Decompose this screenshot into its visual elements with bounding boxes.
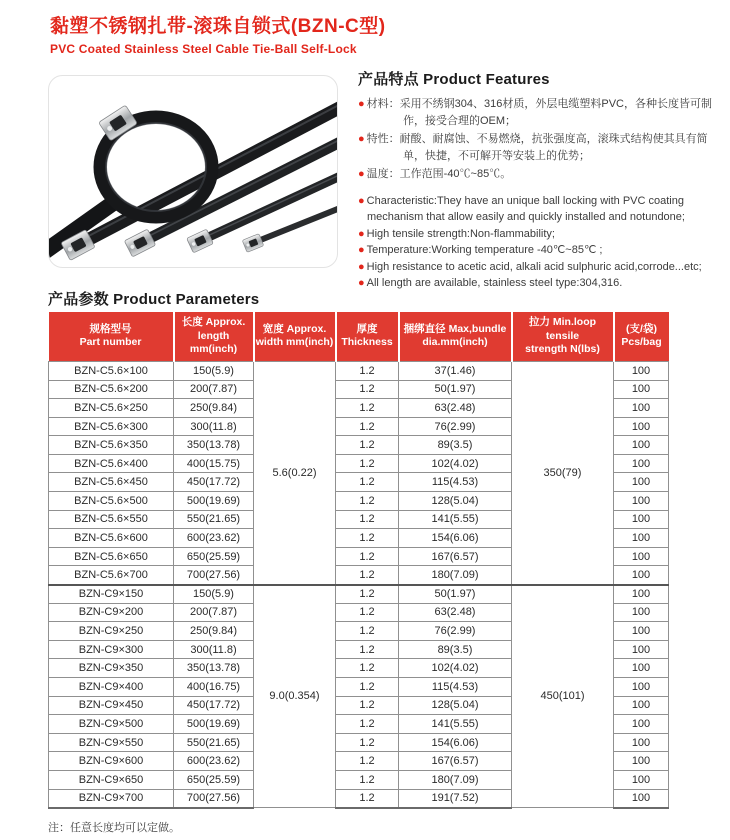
thickness-cell: 1.2	[336, 510, 399, 529]
pcs-cell: 100	[614, 436, 669, 455]
features-list-en	[358, 193, 724, 292]
bundle-dia-cell: 102(4.02)	[399, 659, 512, 678]
length-cell: 350(13.78)	[174, 436, 254, 455]
part-number-cell: BZN-C5.6×250	[49, 399, 174, 418]
page-header	[50, 16, 386, 56]
thickness-cell: 1.2	[336, 399, 399, 418]
cable-ties-illustration	[48, 75, 338, 268]
thickness-cell: 1.2	[336, 622, 399, 641]
bundle-dia-cell: 50(1.97)	[399, 380, 512, 399]
thickness-cell: 1.2	[336, 361, 399, 380]
custom-length-note: 注：任意长度均可以定做。	[48, 822, 180, 834]
part-number-cell: BZN-C5.6×450	[49, 473, 174, 492]
bullet-icon: ●	[358, 244, 365, 256]
length-cell: 600(23.62)	[174, 752, 254, 771]
bundle-dia-cell: 50(1.97)	[399, 585, 512, 604]
parameters-table-body	[49, 361, 669, 807]
length-cell: 200(7.87)	[174, 380, 254, 399]
part-number-cell: BZN-C5.6×550	[49, 510, 174, 529]
feature-text: 采用不绣钢304、316材质，外层电缆塑料PVC，各种长度皆可制作，接受合理的OEM；	[399, 98, 712, 127]
part-number-cell: BZN-C9×300	[49, 640, 174, 659]
bundle-dia-cell: 191(7.52)	[399, 789, 512, 808]
feature-text: High resistance to acetic acid, alkali acid sulphuric acid,corrode...etc;	[366, 260, 702, 273]
feature-item-cn	[358, 131, 724, 164]
bundle-dia-cell: 128(5.04)	[399, 492, 512, 511]
part-number-cell: BZN-C9×400	[49, 678, 174, 697]
pcs-cell: 100	[614, 622, 669, 641]
strength-merged-cell: 450(101)	[512, 585, 614, 808]
pcs-cell: 100	[614, 659, 669, 678]
feature-label: 材料：	[366, 98, 400, 110]
thickness-cell: 1.2	[336, 715, 399, 734]
thickness-cell: 1.2	[336, 696, 399, 715]
feature-item-en	[358, 259, 724, 276]
thickness-cell: 1.2	[336, 529, 399, 548]
bundle-dia-cell: 37(1.46)	[399, 361, 512, 380]
product-photo	[48, 75, 338, 268]
bullet-icon: ●	[358, 168, 365, 180]
thickness-cell: 1.2	[336, 566, 399, 585]
bundle-dia-cell: 141(5.55)	[399, 510, 512, 529]
bullet-icon: ●	[358, 98, 365, 110]
part-number-cell: BZN-C9×150	[49, 585, 174, 604]
length-cell: 700(27.56)	[174, 566, 254, 585]
parameters-table	[48, 312, 669, 809]
feature-text: 工作范围-40℃~85℃。	[399, 168, 512, 180]
bundle-dia-cell: 76(2.99)	[399, 622, 512, 641]
length-cell: 250(9.84)	[174, 622, 254, 641]
pcs-cell: 100	[614, 640, 669, 659]
part-number-cell: BZN-C5.6×600	[49, 529, 174, 548]
pcs-cell: 100	[614, 510, 669, 529]
part-number-cell: BZN-C9×700	[49, 789, 174, 808]
thickness-cell: 1.2	[336, 752, 399, 771]
bundle-dia-cell: 141(5.55)	[399, 715, 512, 734]
feature-text: Characteristic:They have an unique ball locking with PVC coating mechanism that allow easily and quickly installed and notundone;	[366, 194, 685, 223]
length-cell: 400(15.75)	[174, 454, 254, 473]
length-cell: 650(25.59)	[174, 770, 254, 789]
width-merged-cell: 5.6(0.22)	[254, 361, 336, 584]
bundle-dia-cell: 154(6.06)	[399, 529, 512, 548]
feature-item-en	[358, 242, 724, 259]
length-cell: 300(11.8)	[174, 640, 254, 659]
thickness-cell: 1.2	[336, 492, 399, 511]
bullet-icon: ●	[358, 227, 365, 240]
part-number-cell: BZN-C9×550	[49, 733, 174, 752]
length-cell: 150(5.9)	[174, 361, 254, 380]
part-number-cell: BZN-C9×350	[49, 659, 174, 678]
thickness-cell: 1.2	[336, 789, 399, 808]
length-cell: 250(9.84)	[174, 399, 254, 418]
feature-item-cn	[358, 166, 724, 183]
pcs-cell: 100	[614, 473, 669, 492]
pcs-cell: 100	[614, 752, 669, 771]
feature-label: 温度：	[366, 168, 400, 180]
column-header-2: 宽度 Approx. width mm(inch)	[254, 312, 336, 361]
column-header-0: 规格型号 Part number	[49, 312, 174, 361]
bundle-dia-cell: 115(4.53)	[399, 473, 512, 492]
part-number-cell: BZN-C9×200	[49, 603, 174, 622]
length-cell: 500(19.69)	[174, 715, 254, 734]
thickness-cell: 1.2	[336, 659, 399, 678]
length-cell: 300(11.8)	[174, 417, 254, 436]
part-number-cell: BZN-C9×450	[49, 696, 174, 715]
feature-text: 耐酸、耐腐蚀、不易燃烧，抗张强度高，滚珠式结构使其具有简单，快捷，不可解开等安装上的优势；	[399, 133, 708, 162]
length-cell: 200(7.87)	[174, 603, 254, 622]
pcs-cell: 100	[614, 770, 669, 789]
pcs-cell: 100	[614, 547, 669, 566]
parameters-table-header	[49, 312, 669, 361]
bundle-dia-cell: 180(7.09)	[399, 770, 512, 789]
thickness-cell: 1.2	[336, 640, 399, 659]
pcs-cell: 100	[614, 529, 669, 548]
pcs-cell: 100	[614, 678, 669, 697]
product-features-section	[358, 68, 724, 292]
table-row	[49, 361, 669, 380]
bullet-icon: ●	[358, 194, 365, 207]
bundle-dia-cell: 115(4.53)	[399, 678, 512, 697]
column-header-1: 长度 Approx. length mm(inch)	[174, 312, 254, 361]
pcs-cell: 100	[614, 566, 669, 585]
bullet-icon: ●	[358, 133, 365, 145]
pcs-cell: 100	[614, 715, 669, 734]
bundle-dia-cell: 102(4.02)	[399, 454, 512, 473]
part-number-cell: BZN-C5.6×200	[49, 380, 174, 399]
feature-text: High tensile strength:Non-flammability;	[366, 227, 555, 240]
length-cell: 700(27.56)	[174, 789, 254, 808]
table-row	[49, 585, 669, 604]
bundle-dia-cell: 167(6.57)	[399, 547, 512, 566]
length-cell: 550(21.65)	[174, 510, 254, 529]
column-header-4: 捆绑直径 Max,bundle dia.mm(inch)	[399, 312, 512, 361]
thickness-cell: 1.2	[336, 678, 399, 697]
bundle-dia-cell: 128(5.04)	[399, 696, 512, 715]
feature-item-en	[358, 226, 724, 243]
page-title: 黏塑不锈钢扎带-滚珠自锁式(BZN-C型)	[50, 16, 386, 37]
pcs-cell: 100	[614, 603, 669, 622]
part-number-cell: BZN-C5.6×650	[49, 547, 174, 566]
thickness-cell: 1.2	[336, 770, 399, 789]
thickness-cell: 1.2	[336, 436, 399, 455]
part-number-cell: BZN-C9×650	[49, 770, 174, 789]
bundle-dia-cell: 63(2.48)	[399, 399, 512, 418]
parameters-heading: 产品参数 Product Parameters	[48, 291, 260, 308]
width-merged-cell: 9.0(0.354)	[254, 585, 336, 808]
pcs-cell: 100	[614, 696, 669, 715]
thickness-cell: 1.2	[336, 585, 399, 604]
column-header-3: 厚度 Thickness	[336, 312, 399, 361]
column-header-5: 拉力 Min.loop tensile strength N(lbs)	[512, 312, 614, 361]
length-cell: 650(25.59)	[174, 547, 254, 566]
part-number-cell: BZN-C5.6×700	[49, 566, 174, 585]
pcs-cell: 100	[614, 417, 669, 436]
part-number-cell: BZN-C9×250	[49, 622, 174, 641]
part-number-cell: BZN-C5.6×300	[49, 417, 174, 436]
feature-text: All length are available, stainless steel type:304,316.	[366, 277, 623, 289]
pcs-cell: 100	[614, 361, 669, 380]
bundle-dia-cell: 167(6.57)	[399, 752, 512, 771]
bundle-dia-cell: 76(2.99)	[399, 417, 512, 436]
pcs-cell: 100	[614, 789, 669, 808]
thickness-cell: 1.2	[336, 547, 399, 566]
part-number-cell: BZN-C5.6×500	[49, 492, 174, 511]
length-cell: 400(16.75)	[174, 678, 254, 697]
feature-item-en	[358, 193, 724, 226]
thickness-cell: 1.2	[336, 603, 399, 622]
length-cell: 350(13.78)	[174, 659, 254, 678]
part-number-cell: BZN-C5.6×100	[49, 361, 174, 380]
pcs-cell: 100	[614, 492, 669, 511]
bundle-dia-cell: 89(3.5)	[399, 436, 512, 455]
pcs-cell: 100	[614, 585, 669, 604]
pcs-cell: 100	[614, 399, 669, 418]
bundle-dia-cell: 63(2.48)	[399, 603, 512, 622]
thickness-cell: 1.2	[336, 473, 399, 492]
column-header-6: (支/袋) Pcs/bag	[614, 312, 669, 361]
pcs-cell: 100	[614, 733, 669, 752]
feature-item-en	[358, 275, 724, 292]
thickness-cell: 1.2	[336, 380, 399, 399]
pcs-cell: 100	[614, 454, 669, 473]
length-cell: 550(21.65)	[174, 733, 254, 752]
bundle-dia-cell: 89(3.5)	[399, 640, 512, 659]
bundle-dia-cell: 154(6.06)	[399, 733, 512, 752]
feature-text: Temperature:Working temperature -40℃~85℃ ;	[366, 244, 603, 256]
length-cell: 450(17.72)	[174, 696, 254, 715]
features-heading: 产品特点 Product Features	[358, 71, 550, 88]
part-number-cell: BZN-C5.6×350	[49, 436, 174, 455]
page-subtitle: PVC Coated Stainless Steel Cable Tie-Ball Self-Lock	[50, 41, 357, 56]
pcs-cell: 100	[614, 380, 669, 399]
length-cell: 150(5.9)	[174, 585, 254, 604]
length-cell: 500(19.69)	[174, 492, 254, 511]
bundle-dia-cell: 180(7.09)	[399, 566, 512, 585]
thickness-cell: 1.2	[336, 733, 399, 752]
part-number-cell: BZN-C5.6×400	[49, 454, 174, 473]
length-cell: 450(17.72)	[174, 473, 254, 492]
thickness-cell: 1.2	[336, 417, 399, 436]
length-cell: 600(23.62)	[174, 529, 254, 548]
thickness-cell: 1.2	[336, 454, 399, 473]
bullet-icon: ●	[358, 260, 365, 273]
feature-item-cn	[358, 96, 724, 129]
part-number-cell: BZN-C9×500	[49, 715, 174, 734]
part-number-cell: BZN-C9×600	[49, 752, 174, 771]
strength-merged-cell: 350(79)	[512, 361, 614, 584]
bullet-icon: ●	[358, 277, 365, 289]
features-list-cn	[358, 96, 724, 183]
feature-label: 特性：	[366, 133, 400, 145]
